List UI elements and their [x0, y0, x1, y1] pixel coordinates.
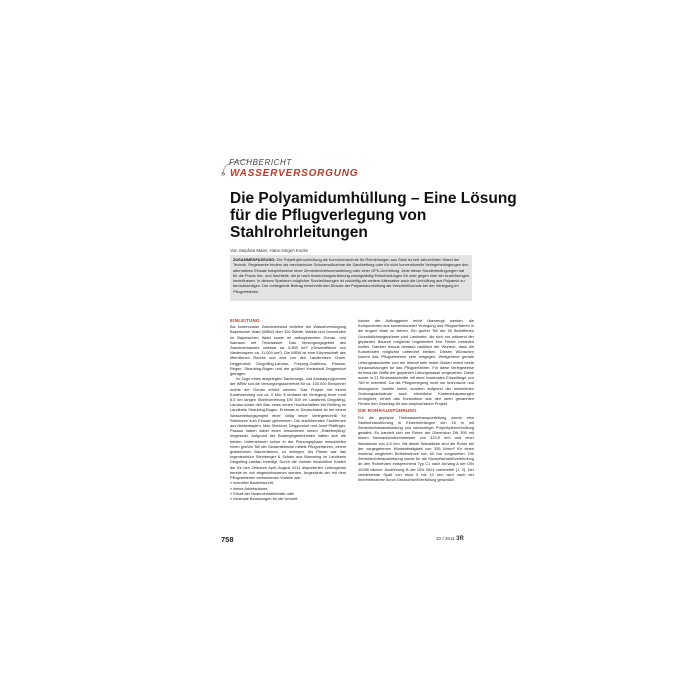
bullet-item: » kleine Arbeitsräume, — [230, 485, 269, 491]
footer-issue — [436, 536, 464, 542]
section-tag — [221, 158, 401, 186]
section-arrow-icon: » — [221, 169, 226, 178]
paragraph: Als kommunaler Zweckverband beliefert die Wasserversorgung Bayerischer Wald (WBW) über 300 Städte, Märkte und Gemeinden im Bayerischen Wald sowie im ostbayerischen Donau- und Isarraum mit Trinkwasser. Das Versorgungsgebiet des Zweckverbandes umfasst ca. 6.800 km² (Gesamtfläche von Niederbayern ca. 11.000 km²). Die WBW ist eine Körperschaft des öffentlichen Rechts und wird von den Landkreisen Cham, Deggendorf, Dingolfing-Landau, Freyung-Grafenau, Passau, Regen, Straubing-Bogen und der größten Kreisstadt Deggendorf getragen. — [230, 324, 346, 377]
article-title: Die Polyamidumhüllung – Eine Lösung für die Pflugverlegung von Stahlrohrleitungen — [230, 190, 517, 241]
issue-label: 10 / 2011 — [436, 536, 455, 541]
text-column-right — [358, 318, 474, 530]
paragraph: Im Zuge eines aufgelegten Sanierungs- und Ausbauprogramms der WBW soll die Versorgungssicherheit für ca. 100.000 Einwohner rechts der Donau erhöht werden. Das Projekt mit einem Kostenumfang von ca. 5 Mio. € umfasst die Verlegung einer rund 8,5 km langen Stahlrohrleitung DN 300 im Landkreis Dingolfing-Landau sowie den Bau eines neuen Hochbehälters bei Reißing im Landkreis Straubing-Bogen. Erstmals in Deutschland ist bei einem Wasserleitungsprojekt einer völlig neuer Verlegetechnik für Stahlrohre zum Einsatz gekommen. Die ausführenden Fachfirmen aus Niederbayern, Max Streicher, Deggendorf und Josef Pfaffinger, Passau haben dabei einen besonderen neuen „Raketenpflug“ eingesetzt. Aufgrund der Bodengegebenheiten hatten sich die beiden Unternehmen schon in der Planungsphase entschieden einen großen Teil der Gesamtstrecke mittels Pflugverfahren, einem grabenlosen Bauverfahren, zu verlegen. Als Planer war das Ingenieurbüro Steinberger & Schatz aus Mamming im Landkreis Dingolfing-Landau beteiligt. Durch die Vorteile hinsichtlich Kosten der für den Zeitraum April–August 2011 disponierten Leitungsbau bereits im voll abgeschlossenen werden. Angesichts der mit dem Pflugverfahren verbundenen Vorteile wie: — [230, 376, 346, 481]
article-authors: Von Stephan Maier, Hans-Jürgen Kocks — [230, 248, 308, 253]
heading-rohrausfuehrung: DIE ROHRAUSFÜHRUNG — [358, 408, 417, 414]
text-column-left — [230, 318, 346, 528]
bullet-item: » Erhalt der Bodencharakteristik oder — [230, 490, 295, 496]
abstract-label: ZUSAMMENFASSUNG: — [233, 257, 276, 262]
bullet-item: » minimale Belastungen für die Umwelt — [230, 495, 298, 501]
section-topic: WASSERVERSORGUNG — [230, 168, 359, 179]
heading-einleitung: EINLEITUNG — [230, 318, 260, 323]
brand-logo: 3R — [456, 536, 464, 542]
bullet-item: » schneller Baufortschritt, — [230, 480, 274, 486]
page-number: 758 — [221, 535, 234, 544]
section-category: FACHBERICHT — [229, 158, 292, 167]
article-abstract — [230, 255, 472, 301]
paragraph: Für die geplante Trinkwassertransportleitung wurde eine Stahlrohrausführung in Einzelrohrlängen von 16 m mit Zementmörtelauskleidung und werkseitiger Polyethylenumhüllung gewählt. Es handelt sich um Rohre der Dimension DN 300 mit einem Nennaußendurchmesser von 323,9 mm und einer Wanddicke von 4,5 mm. Mit dieser Wanddicke sind die Rohre bei der vorgegebenen Mindestfestigkeit von 355 N/mm² für einen maximal möglichen Betriebsdruck von 60 bar vorgesehen. Die Zementmörtelauskleidung wurde für die Stumpfschweißverbindung an den Rohrenden entsprechend Typ C1 nach Anhang A der DIN 10298 bildern. Ausführung B der DIN 2614 vorbereitet [1, 2]. Der verbleibende Spalt von etwa 5 bis 10 mm wird nach der Inbetriebnahme durch Deckschicht/Verfüllung geschützt. — [358, 414, 474, 483]
paragraph: konnte der Auftraggeber leicht überzeugt werden, die Komponenten aus konventioneller Verlegung und Pflugverfahren in die engere Wahl zu ziehen. Ein großer Teil der 90 Betroffenen Grundstückseigentümer sind Landwirte, die sich nur während der geplanten Bauzeit möglichst ungehindert ihre Felder bestellen wollen. Darüber hinaus bestand natürlich der Wunsch, dass die Kulturböden möglichst unberührt bleiben. Diesen Wünschen kommt das Pflugverfahren sehr entgegen. Weitgehend gerade Leitungsabschnitte und ein überall sehr fester Boden boten beste Voraussetzungen für das Pflugverfahren. Für diese Verlegeweise ist etwa die Hälfte der geplanten Leitungstrasse vorgesehen. Diese wurde in 21 Einzelabschnitte mit einer maximalen Einzellänge von 760 m unterteilt. Da die Pflugverlegung nicht nur technische und ökologische Vorteile bietet, sondern aufgrund der minimierten Grabungsaufwände auch erhebliche Kosteneinsparungen ermöglicht, erhielt das Konsortium aus den oben genannten Firmen den Zuschlag für das ampirachische Projekt. — [358, 318, 474, 407]
abstract-text: Die Polyethylenumhüllung als Korrosionsschutz für Rohrleitungen aus Stahl ist seit Jahrzehnten Stand der Technik. Regelwerke fordern als mechanische Schutzmaßnahme die Sandbettung oder für nicht konventionelle Verlegebedingungen den alternativen Einsatz beispielsweise einer Zementmörtelummantelung oder einer GFK-Umhüllung. Jede dieser Sonderbedingungen hat für die Praxis Vor- und Nachteile, die je nach Anwendungserfahrung zwangsläufig Entscheidungen für oder gegen eine der Ausführungen beeinflussen. In diesem Spektrum möglicher Sonderlösungen ist zukünftig als weitere Alternative auch die Umhüllung aus Polyamid zu berücksichtigen. Der vorliegende Beitrag beschreibt den Einsatz der Polyamidumhüllung als Verschleißschutz bei der Verlegung im Pflugverfahren. — [233, 257, 469, 294]
